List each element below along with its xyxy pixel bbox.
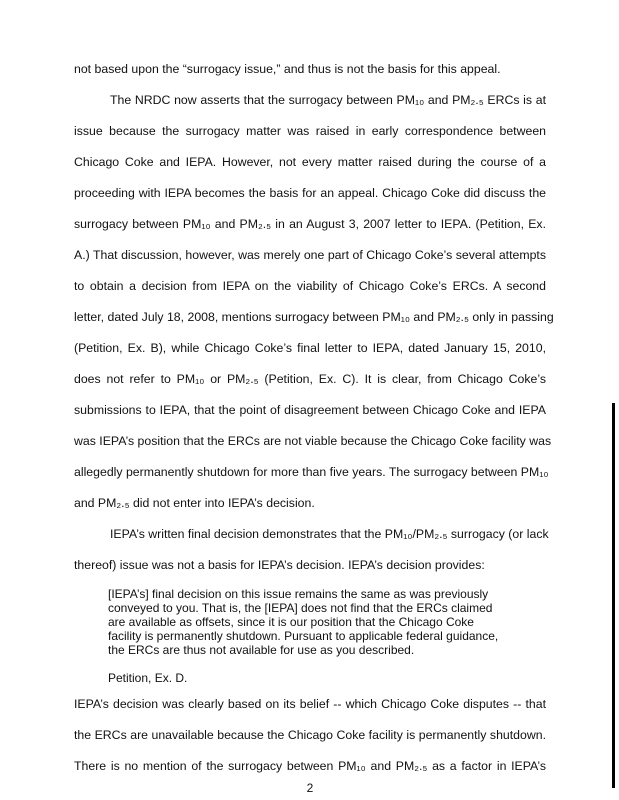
body-line-6: surrogacy between PM₁₀ and PM₂.₅ in an August 3, 2007 letter to IEPA. (Petition, Ex. bbox=[74, 217, 546, 231]
body-line-8: to obtain a decision from IEPA on the viability of Chicago Coke’s ERCs. A second bbox=[74, 279, 546, 293]
quote-line-2: conveyed to you. That is, the [IEPA] does not find that the ERCs claimed bbox=[108, 601, 493, 615]
closing-line-2: the ERCs are unavailable because the Chicago Coke facility is permanently shutdown. bbox=[74, 728, 546, 742]
citation: Petition, Ex. D. bbox=[108, 671, 188, 685]
body-line-12: submissions to IEPA, that the point of disagreement between Chicago Coke and IEPA bbox=[74, 403, 546, 417]
body-line-2: The NRDC now asserts that the surrogacy between PM₁₀ and PM₂.₅ ERCs is at bbox=[110, 93, 546, 107]
body-line-17: thereof) issue was not a basis for IEPA’s decision. IEPA’s decision provides: bbox=[74, 558, 485, 572]
quote-line-4: facility is permanently shutdown. Pursuant to applicable federal guidance, bbox=[108, 629, 499, 643]
page-number-visible: 2 bbox=[306, 781, 314, 795]
body-line-15: and PM₂.₅ did not enter into IEPA’s decision. bbox=[74, 496, 315, 510]
body-line-4: Chicago Coke and IEPA. However, not every matter raised during the course of a bbox=[74, 155, 546, 169]
body-line-10: (Petition, Ex. B), while Chicago Coke’s final letter to IEPA, dated January 15, 2010, bbox=[74, 341, 546, 355]
body-line-11: does not refer to PM₁₀ or PM₂.₅ (Petition, Ex. C). It is clear, from Chicago Coke’s bbox=[74, 372, 546, 386]
body-line-16: IEPA’s written final decision demonstrates that the PM₁₀/PM₂.₅ surrogacy (or lack bbox=[110, 527, 549, 541]
body-line-14: allegedly permanently shutdown for more than five years. The surrogacy between PM₁₀ bbox=[74, 465, 549, 479]
body-line-1: not based upon the “surrogacy issue,” and thus is not the basis for this appeal. bbox=[74, 62, 501, 76]
body-line-7: A.) That discussion, however, was merely one part of Chicago Coke’s several attempts bbox=[74, 248, 546, 262]
body-line-9: letter, dated July 18, 2008, mentions surrogacy between PM₁₀ and PM₂.₅ only in passing bbox=[74, 310, 554, 324]
quote-line-1: [IEPA’s] final decision on this issue remains the same as was previously bbox=[108, 587, 489, 601]
closing-line-1: IEPA’s decision was clearly based on its belief -- which Chicago Coke disputes -- that bbox=[74, 697, 546, 711]
margin-change-bar bbox=[612, 403, 615, 788]
body-line-13: was IEPA’s position that the ERCs are not viable because the Chicago Coke facility was bbox=[74, 434, 552, 448]
body-line-3: issue because the surrogacy matter was raised in early correspondence between bbox=[74, 124, 546, 138]
quote-line-5: the ERCs are thus not available for use as you described. bbox=[108, 643, 415, 657]
body-line-5: proceeding with IEPA becomes the basis for an appeal. Chicago Coke did discuss the bbox=[74, 186, 546, 200]
quote-line-3: are available as offsets, since it is our position that the Chicago Coke bbox=[108, 615, 474, 629]
closing-line-3: There is no mention of the surrogacy between PM₁₀ and PM₂.₅ as a factor in IEPA’s bbox=[74, 759, 546, 773]
